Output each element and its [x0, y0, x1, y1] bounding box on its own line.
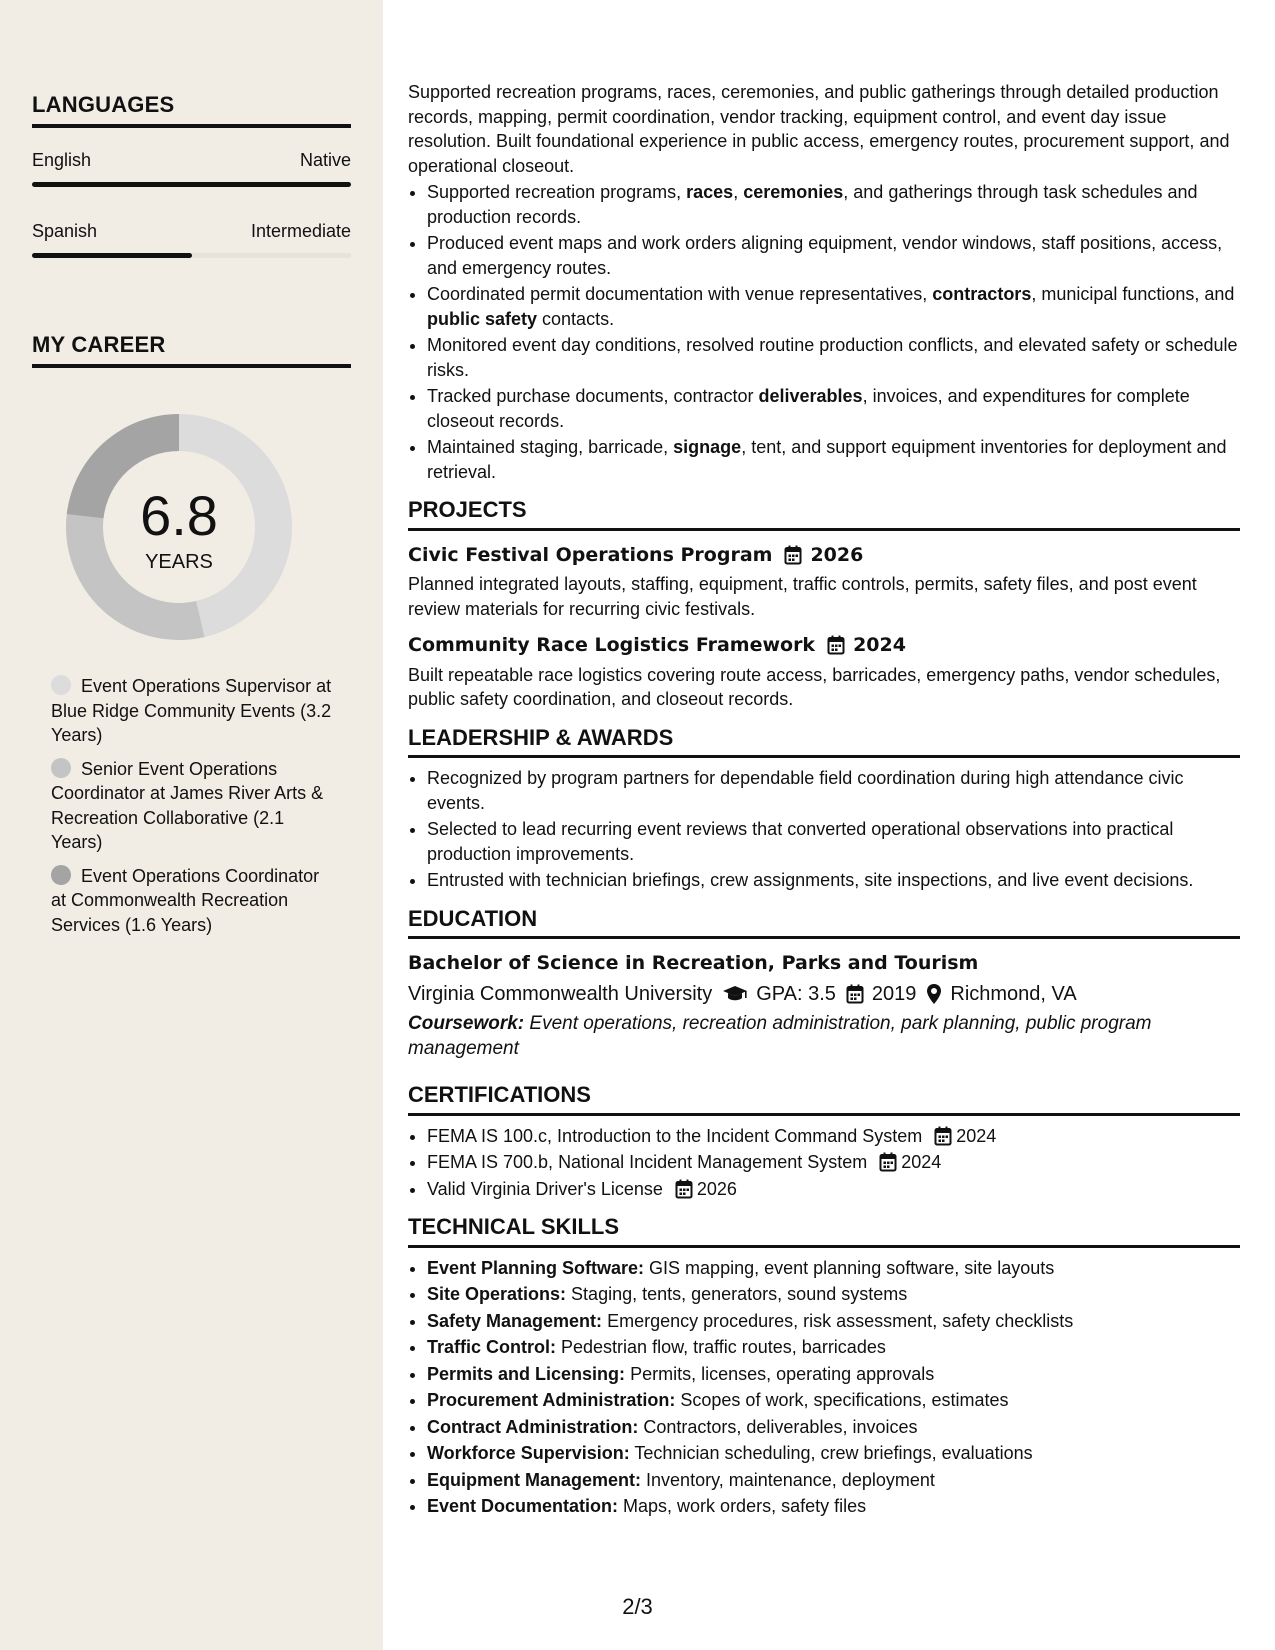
certification-row: [427, 1177, 1240, 1202]
main-content: [408, 80, 1240, 1521]
bullet-text: , tent, and support equipment inventories for deployment and retrieval.: [427, 437, 1227, 482]
sidebar: [0, 0, 383, 1650]
skill-item: [427, 1494, 1240, 1519]
language-proficiency-fill: [32, 253, 192, 258]
career-item: [51, 757, 336, 855]
certification-item: [427, 1150, 1240, 1175]
project-year: 2026: [810, 543, 864, 566]
bullet-keyword: public safety: [427, 308, 538, 329]
map-pin-icon: [926, 983, 942, 1005]
skill-item: [427, 1335, 1240, 1360]
certifications-heading: CERTIFICATIONS: [408, 1083, 1240, 1116]
calendar-icon: [879, 1152, 897, 1172]
bullet-keyword: signage: [673, 437, 742, 457]
experience-bullet: [427, 435, 1240, 484]
skills-heading: TECHNICAL SKILLS: [408, 1215, 1240, 1248]
career-section: [32, 332, 351, 368]
language-proficiency-bar: [32, 182, 351, 187]
coursework-text: Event operations, recreation administration, park planning, public program management: [408, 1013, 1152, 1059]
leadership-item: • Recognized by program partners for dependable field coordination during high attendance civic events.: [427, 766, 1240, 815]
career-item-text: Event Operations Coordinator at Commonwealth Recreation Services (1.6 Years): [51, 865, 320, 935]
languages-list: [32, 150, 351, 258]
skill-value: Contractors, deliverables, invoices: [643, 1416, 918, 1437]
experience-bullet: [427, 180, 1240, 229]
calendar-icon: [675, 1179, 693, 1199]
project-title: Community Race Logistics Framework: [408, 634, 816, 656]
skill-value: Maps, work orders, safety files: [623, 1496, 867, 1516]
leadership-heading: LEADERSHIP & AWARDS: [408, 726, 1240, 759]
certification-name: • FEMA IS 100.c, Introduction to the Incident Command System: [427, 1125, 923, 1146]
experience-summary: Supported recreation programs, races, ceremonies, and public gatherings through detailed production records, mapping, permit coordination, vendor tracking, equipment control, and event day issue resolution. Built foundational experience in public access, emergency routes, procurement support, and operational closeout.: [408, 82, 1230, 176]
certification-item: [427, 1124, 1240, 1149]
calendar-icon: [827, 635, 845, 655]
skill-item: [427, 1441, 1240, 1466]
skill-value: GIS mapping, event planning software, site layouts: [649, 1257, 1055, 1278]
skill-label: Contract Administration:: [427, 1416, 639, 1437]
career-donut-chart: [64, 412, 294, 642]
skill-value: Permits, licenses, operating approvals: [630, 1363, 935, 1384]
experience-bullet: [427, 282, 1240, 331]
certification-year: 2024: [901, 1152, 942, 1172]
certification-name: • FEMA IS 700.b, National Incident Management System: [427, 1152, 868, 1172]
leadership-item: • Entrusted with technician briefings, crew assignments, site inspections, and live event decisions.: [427, 868, 1240, 893]
skill-item: [427, 1282, 1240, 1307]
calendar-icon: [846, 984, 864, 1004]
skill-item: [427, 1362, 1240, 1387]
career-heading: MY CAREER: [32, 332, 351, 368]
bullet-text: Coordinated permit documentation with venue representatives,: [427, 284, 933, 304]
language-row: [32, 221, 351, 242]
project-title-row: [408, 543, 1240, 568]
education-coursework: [408, 1012, 1240, 1061]
education-school: Virginia Commonwealth University: [408, 982, 713, 1005]
bullet-keyword: contractors: [932, 284, 1032, 304]
education-heading: EDUCATION: [408, 907, 1240, 940]
bullet-text: Tracked purchase documents, contractor: [427, 386, 759, 406]
bullet-text: , and gatherings through task schedules and production records.: [427, 182, 1198, 227]
languages-heading: LANGUAGES: [32, 92, 351, 128]
project-description: Built repeatable race logistics covering route access, barricades, emergency paths, vendor schedules, public safety coordination, and closeout records.: [408, 664, 1221, 709]
bullet-keyword: deliverables: [758, 386, 863, 406]
bullet-text: contacts.: [537, 308, 615, 329]
bullet-text: Supported recreation programs,: [427, 182, 687, 202]
experience-bullet: [427, 333, 1240, 382]
experience-bullet: [427, 384, 1240, 433]
career-total: 6.8: [140, 484, 218, 547]
education-gpa: GPA: 3.5: [756, 982, 836, 1005]
project-title: Civic Festival Operations Program: [408, 543, 773, 566]
projects-heading: PROJECTS: [408, 498, 1240, 531]
education-year: 2019: [871, 982, 917, 1005]
calendar-icon: [934, 1126, 952, 1146]
certification-row: [427, 1124, 1240, 1149]
skill-value: Technician scheduling, crew briefings, evaluations: [634, 1443, 1033, 1463]
certification-year: 2026: [696, 1178, 737, 1199]
bullet-text: , municipal functions, and: [1031, 284, 1235, 304]
career-item-text: Event Operations Supervisor at Blue Ridge Community Events (3.2 Years): [51, 676, 332, 745]
education-degree: Bachelor of Science in Recreation, Parks and Tourism: [408, 952, 979, 974]
skills-list: [408, 1256, 1240, 1519]
language-proficiency-bar: [32, 253, 351, 258]
skill-value: Inventory, maintenance, deployment: [646, 1469, 935, 1490]
career-legend-dot: [51, 758, 71, 778]
education-entry: [408, 951, 1240, 1061]
experience-bullet: [427, 231, 1240, 280]
page-number: 2/3: [622, 1594, 653, 1619]
project-title-row: [408, 633, 1240, 658]
bullet-keyword: ceremonies: [743, 182, 844, 202]
career-unit: YEARS: [145, 551, 213, 573]
project-year: 2024: [853, 634, 906, 656]
skill-item: [427, 1468, 1240, 1493]
skill-label: Procurement Administration:: [427, 1390, 676, 1410]
skill-label: Equipment Management:: [427, 1469, 642, 1490]
skill-value: Emergency procedures, risk assessment, safety checklists: [607, 1310, 1074, 1331]
skill-label: Site Operations:: [427, 1284, 567, 1304]
certifications-list: [408, 1124, 1240, 1202]
skill-label: Traffic Control:: [427, 1337, 556, 1357]
certification-item: [427, 1177, 1240, 1202]
project-description: Planned integrated layouts, staffing, equipment, traffic controls, permits, safety files, and post event review materials for recurring civic festivals.: [408, 574, 1197, 619]
leadership-item: • Selected to lead recurring event reviews that converted operational observations into practical production improvements.: [427, 817, 1240, 866]
skill-item: [427, 1256, 1240, 1281]
bullet-text: Monitored event day conditions, resolved routine production conflicts, and elevated safety or schedule risks.: [427, 335, 1238, 380]
language-name: Spanish: [32, 221, 98, 241]
career-legend: [51, 674, 336, 946]
skill-item: [427, 1388, 1240, 1413]
bullet-text: Produced event maps and work orders aligning equipment, vendor windows, staff positions, access, and emergency routes.: [427, 233, 1223, 278]
skill-value: Staging, tents, generators, sound systems: [571, 1284, 908, 1304]
career-item: [51, 674, 336, 748]
skill-label: Event Documentation:: [427, 1496, 619, 1516]
skill-item: [427, 1415, 1240, 1440]
skill-label: Workforce Supervision:: [427, 1443, 630, 1463]
skill-label: Event Planning Software:: [427, 1257, 645, 1278]
career-legend-dot: [51, 675, 71, 695]
education-meta: [408, 982, 1240, 1007]
certification-name: • Valid Virginia Driver's License: [427, 1178, 663, 1199]
languages-section: [32, 92, 351, 258]
bullet-text: , invoices, and expenditures for complete closeout records.: [427, 386, 1190, 431]
skill-value: Pedestrian flow, traffic routes, barricades: [561, 1337, 886, 1357]
language-name: English: [32, 150, 92, 170]
coursework-label: Coursework:: [408, 1013, 525, 1034]
education-location: Richmond, VA: [950, 982, 1077, 1005]
certification-year: 2024: [956, 1125, 997, 1146]
skill-label: Permits and Licensing:: [427, 1363, 626, 1384]
language-row: [32, 150, 351, 171]
experience-bullets: [408, 180, 1240, 484]
language-level: Intermediate: [250, 221, 351, 241]
skill-label: Safety Management:: [427, 1310, 603, 1331]
projects-list: [408, 543, 1240, 712]
career-item-text: Senior Event Operations Coordinator at James River Arts & Recreation Collaborative (2.1 Years): [51, 758, 324, 852]
leadership-list: [408, 766, 1240, 893]
bullet-text: Maintained staging, barricade,: [427, 437, 674, 457]
language-proficiency-fill: [32, 182, 351, 187]
career-item: [51, 864, 336, 938]
skill-item: [427, 1309, 1240, 1334]
certification-row: [427, 1150, 1240, 1175]
bullet-keyword: races: [686, 182, 734, 202]
skill-value: Scopes of work, specifications, estimates: [680, 1390, 1009, 1410]
graduation-cap-icon: [722, 984, 748, 1004]
career-legend-dot: [51, 865, 71, 885]
language-level: Native: [299, 150, 351, 170]
calendar-icon: [784, 545, 802, 565]
bullet-text: ,: [733, 182, 744, 202]
